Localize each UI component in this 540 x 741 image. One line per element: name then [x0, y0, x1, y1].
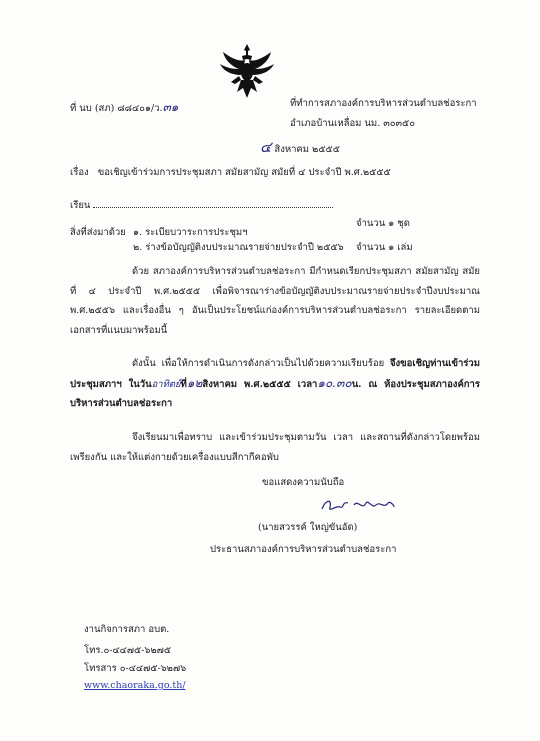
recipient-label: เรียน [70, 200, 91, 211]
document-number [70, 98, 178, 117]
footer-fax: โทรสาร ๐-๔๔๗๕-๖๒๗๖ [84, 663, 187, 674]
attachment-qty-1: จำนวน ๑ ชุด [356, 218, 410, 229]
date-month-year: สิงหาคม ๒๕๕๕ [274, 144, 340, 155]
document-number-prefix: ที่ นบ (สภ) ๘๘๔๐๑/ว. [70, 103, 163, 114]
signature-icon [318, 495, 398, 517]
subject-label: เรื่อง [70, 167, 89, 178]
footer-department: งานกิจการสภา อบต. [84, 624, 170, 635]
paragraph-2-month-time: สิงหาคม พ.ศ.๒๕๕๕ เวลา [202, 378, 318, 390]
recipient-line [70, 198, 333, 213]
footer-website-link[interactable]: www.chaoraka.go.th/ [84, 680, 186, 691]
body-paragraph-1: ด้วย สภาองค์การบริหารส่วนตำบลช่อระกา มีกำหนดเรียกประชุมสภา สมัยสามัญ สมัยที่ ๔ ประจำปี พ.ศ.๒๕๕๕ เพื่อพิจารณาร่างข้อบัญญัติงบประมาณรายจ่ายประจำปีงบประมาณ พ.ศ.๒๕๕๖ และเรื่องอื่น ๆ อันเป็นประโยชน์แก่องค์การบริหารส่วนตำบลช่อระกา รายละเอียดตามเอกสารที่แนบมาพร้อมนี้ [70, 266, 480, 336]
body-paragraph-2 [70, 354, 480, 414]
recipient-blank [93, 199, 333, 208]
attachments-label: สิ่งที่ส่งมาด้วย [70, 227, 126, 238]
meeting-date-handwritten: ๑๒ [186, 375, 203, 390]
closing-regards: ขอแสดงความนับถือ [262, 477, 345, 488]
paragraph-2-intro: ดังนั้น เพื่อให้การดำเนินการดังกล่าวเป็นไปด้วยความเรียบร้อย [132, 358, 385, 369]
attachment-qty-2: จำนวน ๑ เล่ม [356, 242, 413, 253]
document-date [260, 135, 340, 159]
paragraph-2-at: ที่ [180, 378, 187, 390]
paragraph-2-invite: จึงขอเชิญท่านเข้าร่วมประชุมสภาฯ ในวัน [70, 358, 480, 390]
attachment-item-2: ๒. ร่างข้อบัญญัติงบประมาณรายจ่ายประจำปี ๒๕๕๖ [133, 242, 344, 253]
subject-line [70, 165, 391, 180]
meeting-day-handwritten: อาทิตย์ [151, 378, 181, 390]
garuda-emblem-icon [217, 42, 277, 100]
signer-position: ประธานสภาองค์การบริหารส่วนตำบลช่อระกา [210, 544, 397, 555]
office-name: ที่ทำการสภาองค์การบริหารส่วนตำบลช่อระกา [290, 98, 477, 109]
office-address: อำเภอบ้านเหลื่อม นม. ๓๐๓๕๐ [290, 118, 416, 129]
footer-telephone: โทร.๐-๔๔๗๕-๖๒๗๕ [84, 645, 172, 656]
date-day-handwritten: ๔ [260, 138, 272, 156]
meeting-time-handwritten: ๑๐.๓๐ [317, 375, 352, 390]
body-paragraph-3: จึงเรียนมาเพื่อทราบ และเข้าร่วมประชุมตามวัน เวลา และสถานที่ดังกล่าวโดยพร้อมเพรียงกัน และให้แต่งกายด้วยเครื่องแบบสีกากีคอพับ [70, 432, 480, 463]
subject-text: ขอเชิญเข้าร่วมการประชุมสภา สมัยสามัญ สมัยที่ ๔ ประจำปี พ.ศ.๒๕๕๕ [97, 167, 391, 178]
attachment-item-1: ๑. ระเบียบวาระการประชุมฯ [133, 227, 248, 238]
signer-name: (นายสวรรค์ ใหญ่ขันอัด) [258, 522, 358, 533]
paragraph-2-venue: น. ณ ห้องประชุมสภาองค์การบริหารส่วนตำบลช่อระกา [70, 378, 480, 409]
document-number-handwritten: ๓๑ [162, 100, 179, 114]
